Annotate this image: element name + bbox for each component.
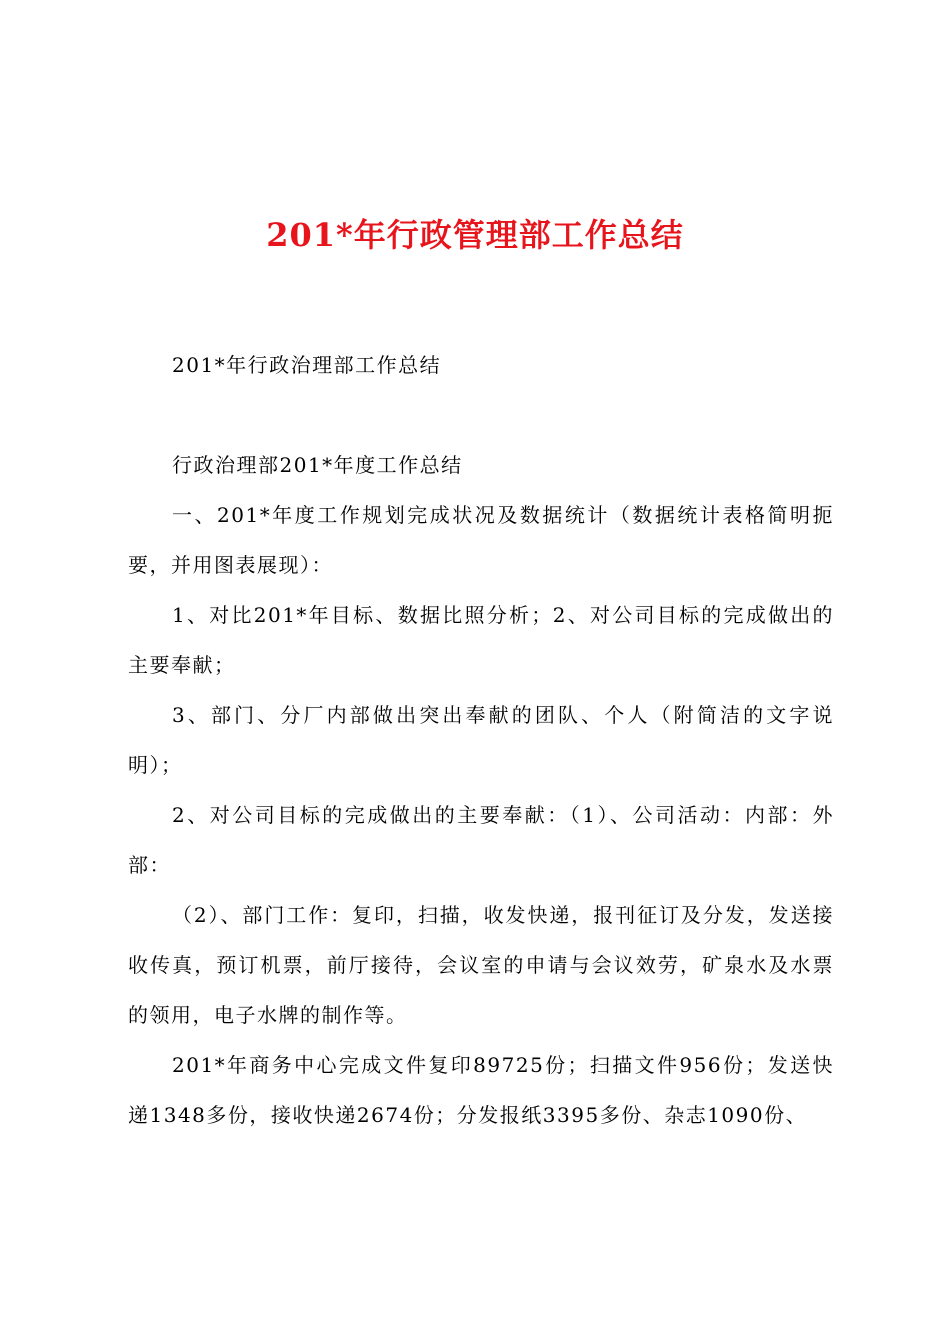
paragraph-2: 一、201*年度工作规划完成状况及数据统计（数据统计表格简明扼要，并用图表展现）：	[128, 503, 834, 577]
paragraph-5: 2、对公司目标的完成做出的主要奉献：（1）、公司活动：内部：外部：	[128, 803, 834, 877]
paragraph-6: （2）、部门工作：复印，扫描，收发快递，报刊征订及分发，发送接收传真，预订机票，前厅接待，会议室的申请与会议效劳，矿泉水及水票的领用，电子水牌的制作等。	[128, 903, 834, 1027]
document-subtitle: 201*年行政治理部工作总结	[172, 353, 442, 377]
paragraph-1: 行政治理部201*年度工作总结	[172, 453, 463, 477]
paragraph-4: 3、部门、分厂内部做出突出奉献的团队、个人（附简洁的文字说明）；	[128, 703, 834, 777]
document-title: 201*年行政管理部工作总结	[266, 216, 684, 254]
subtitle-block	[128, 340, 834, 390]
paragraph-7: 201*年商务中心完成文件复印89725份；扫描文件956份；发送快递1348多份，接收快递2674份；分发报纸3395多份、杂志1090份、	[128, 1053, 834, 1127]
paragraph-3: 1、对比201*年目标、数据比照分析；2、对公司目标的完成做出的主要奉献；	[128, 603, 834, 677]
document-body	[128, 440, 834, 1140]
